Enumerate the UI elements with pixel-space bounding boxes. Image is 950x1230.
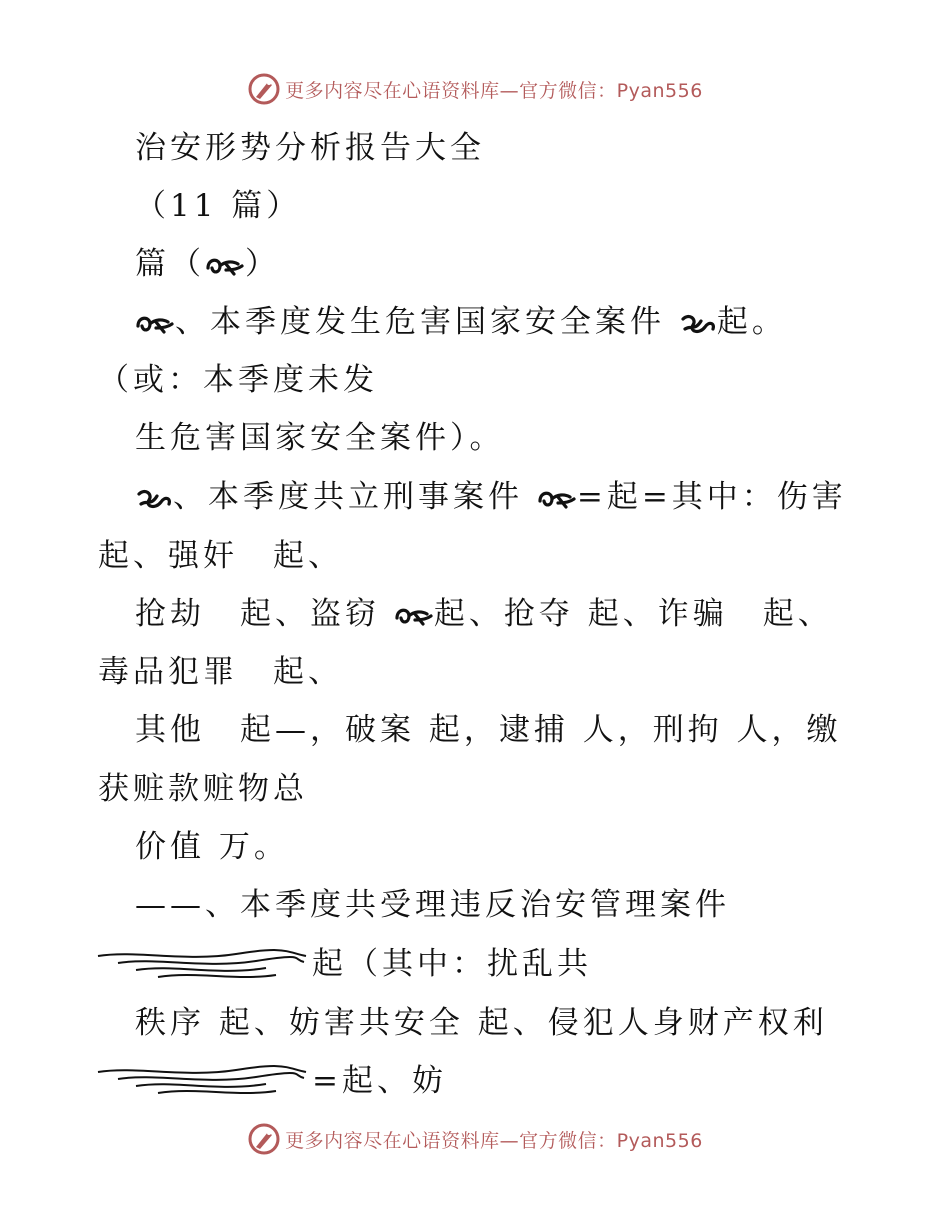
text-line: ——、本季度共受理违反治安管理案件 bbox=[135, 887, 730, 923]
pen-nib-logo-icon bbox=[247, 72, 281, 106]
swirl-ornament-icon bbox=[205, 253, 245, 279]
doc-subtitle: （11 篇） bbox=[135, 188, 302, 224]
text-line: 价值 万。 bbox=[135, 829, 289, 865]
pen-nib-logo-icon bbox=[247, 1122, 281, 1156]
text-line: 其他 起—，破案 起，逮捕 人，刑拘 人，缴 bbox=[135, 712, 842, 748]
wavy-lines-ornament-icon bbox=[96, 948, 308, 982]
text-line: =起、妨 bbox=[312, 1063, 447, 1099]
swirl-ornament-icon bbox=[135, 311, 175, 337]
text-line: 、本季度共立刑事案件 =起=其中：伤害 bbox=[135, 477, 847, 517]
wavy-lines-ornament-icon bbox=[96, 1064, 308, 1098]
text-line: （或：本季度未发 bbox=[98, 362, 378, 398]
swirl-ornament-icon bbox=[394, 603, 434, 629]
watermark-header bbox=[0, 72, 950, 106]
text-line: 抢劫 起、盗窃 起、抢夺 起、诈骗 起、 bbox=[135, 596, 833, 632]
text-line: 秩序 起、妨害共安全 起、侵犯人身财产权利 bbox=[135, 1005, 828, 1041]
watermark-text: 更多内容尽在心语资料库—官方微信：Pyan556 bbox=[285, 79, 703, 102]
text-line: 毒品犯罪 起、 bbox=[98, 654, 343, 690]
text-line: 获赃款赃物总 bbox=[98, 771, 308, 807]
doc-title: 治安形势分析报告大全 bbox=[135, 130, 485, 166]
swirl-ornament-icon bbox=[537, 486, 577, 512]
swirl-ornament-icon bbox=[679, 311, 717, 337]
text-line: 起（其中：扰乱共 bbox=[312, 946, 592, 982]
watermark-text: 更多内容尽在心语资料库—官方微信：Pyan556 bbox=[285, 1129, 703, 1152]
text-line: 起、强奸 起、 bbox=[98, 538, 343, 574]
text-line: 、本季度发生危害国家安全案件 起。 bbox=[135, 302, 787, 342]
text-line: 生危害国家安全案件）。 bbox=[135, 420, 505, 456]
swirl-ornament-icon bbox=[135, 486, 173, 512]
watermark-footer bbox=[0, 1122, 950, 1156]
text-line: 篇（ ） bbox=[135, 246, 280, 282]
